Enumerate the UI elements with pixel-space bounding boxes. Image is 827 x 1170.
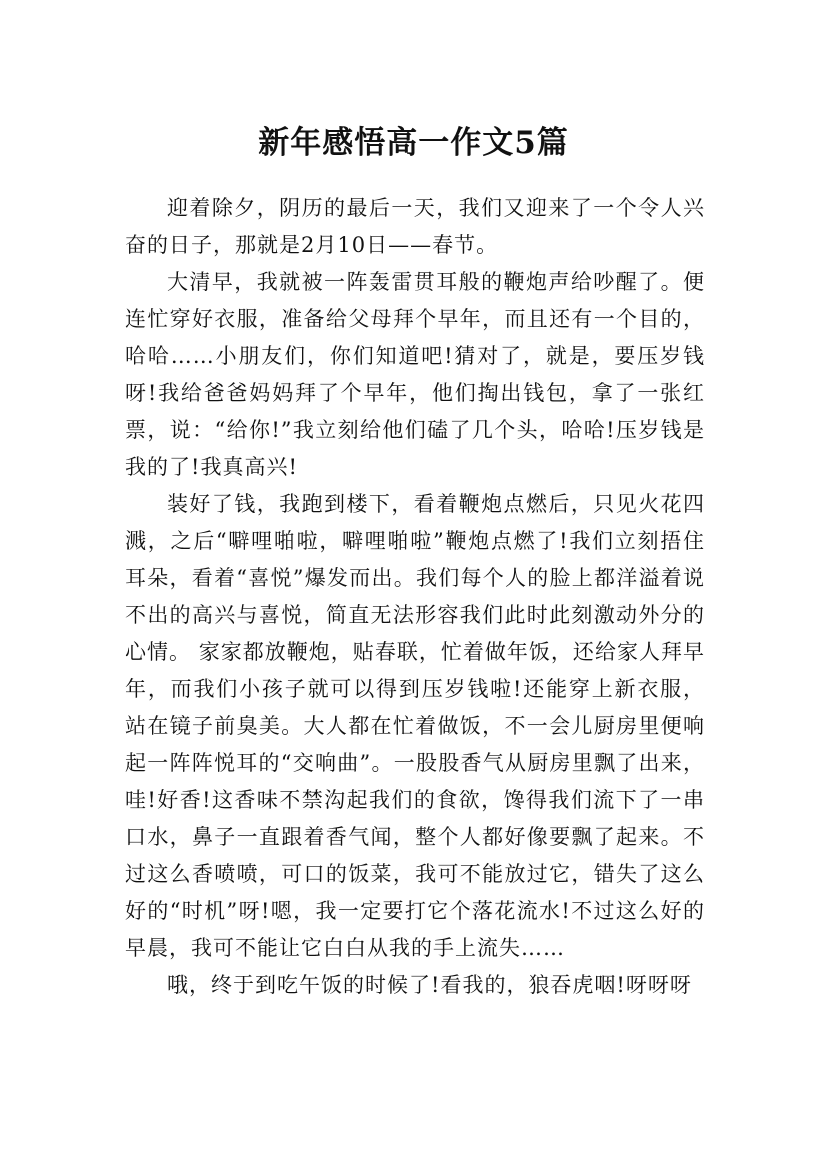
paragraph-2: 大清早，我就被一阵轰雷贯耳般的鞭炮声给吵醒了。便连忙穿好衣服，准备给父母拜个早年，而且还有一个目的，哈哈……小朋友们，你们知道吧!猜对了，就是，要压岁钱呀!我给爸爸妈妈拜了个早年，他们掏出钱包，拿了一张红票，说：“给你!”我立刻给他们磕了几个头，哈哈!压岁钱是我的了!我真高兴! [125,270,705,479]
paragraph-3: 装好了钱，我跑到楼下，看着鞭炮点燃后，只见火花四溅，之后“噼哩啪啦，噼哩啪啦”鞭炮点燃了!我们立刻捂住耳朵，看着“喜悦”爆发而出。我们每个人的脸上都洋溢着说不出的高兴与喜悦，简直无法形容我们此时此刻激动外分的心情。 家家都放鞭炮，贴春联，忙着做年饭，还给家人拜早年，而我们小孩子就可以得到压岁钱啦!还能穿上新衣服，站在镜子前臭美。大人都在忙着做饭，不一会儿厨房里便响起一阵阵悦耳的“交响曲”。一股股香气从厨房里飘了出来，哇!好香!这香味不禁沟起我们的食欲，馋得我们流下了一串口水，鼻子一直跟着香气闻，整个人都好像要飘了起来。不过这么香喷喷，可口的饭菜，我可不能放过它，错失了这么好的“时机”呀!嗯，我一定要打它个落花流水!不过这么好的早晨，我可不能让它白白从我的手上流失…… [125,492,705,960]
paragraph-1: 迎着除夕，阴历的最后一天，我们又迎来了一个令人兴奋的日子，那就是2月10日——春节。 [125,196,705,257]
page-title: 新年感悟高一作文5篇 [258,124,569,161]
article-body [125,190,705,1004]
paragraph-4: 哦，终于到吃午饭的时候了!看我的，狼吞虎咽!呀呀呀 [167,973,692,997]
